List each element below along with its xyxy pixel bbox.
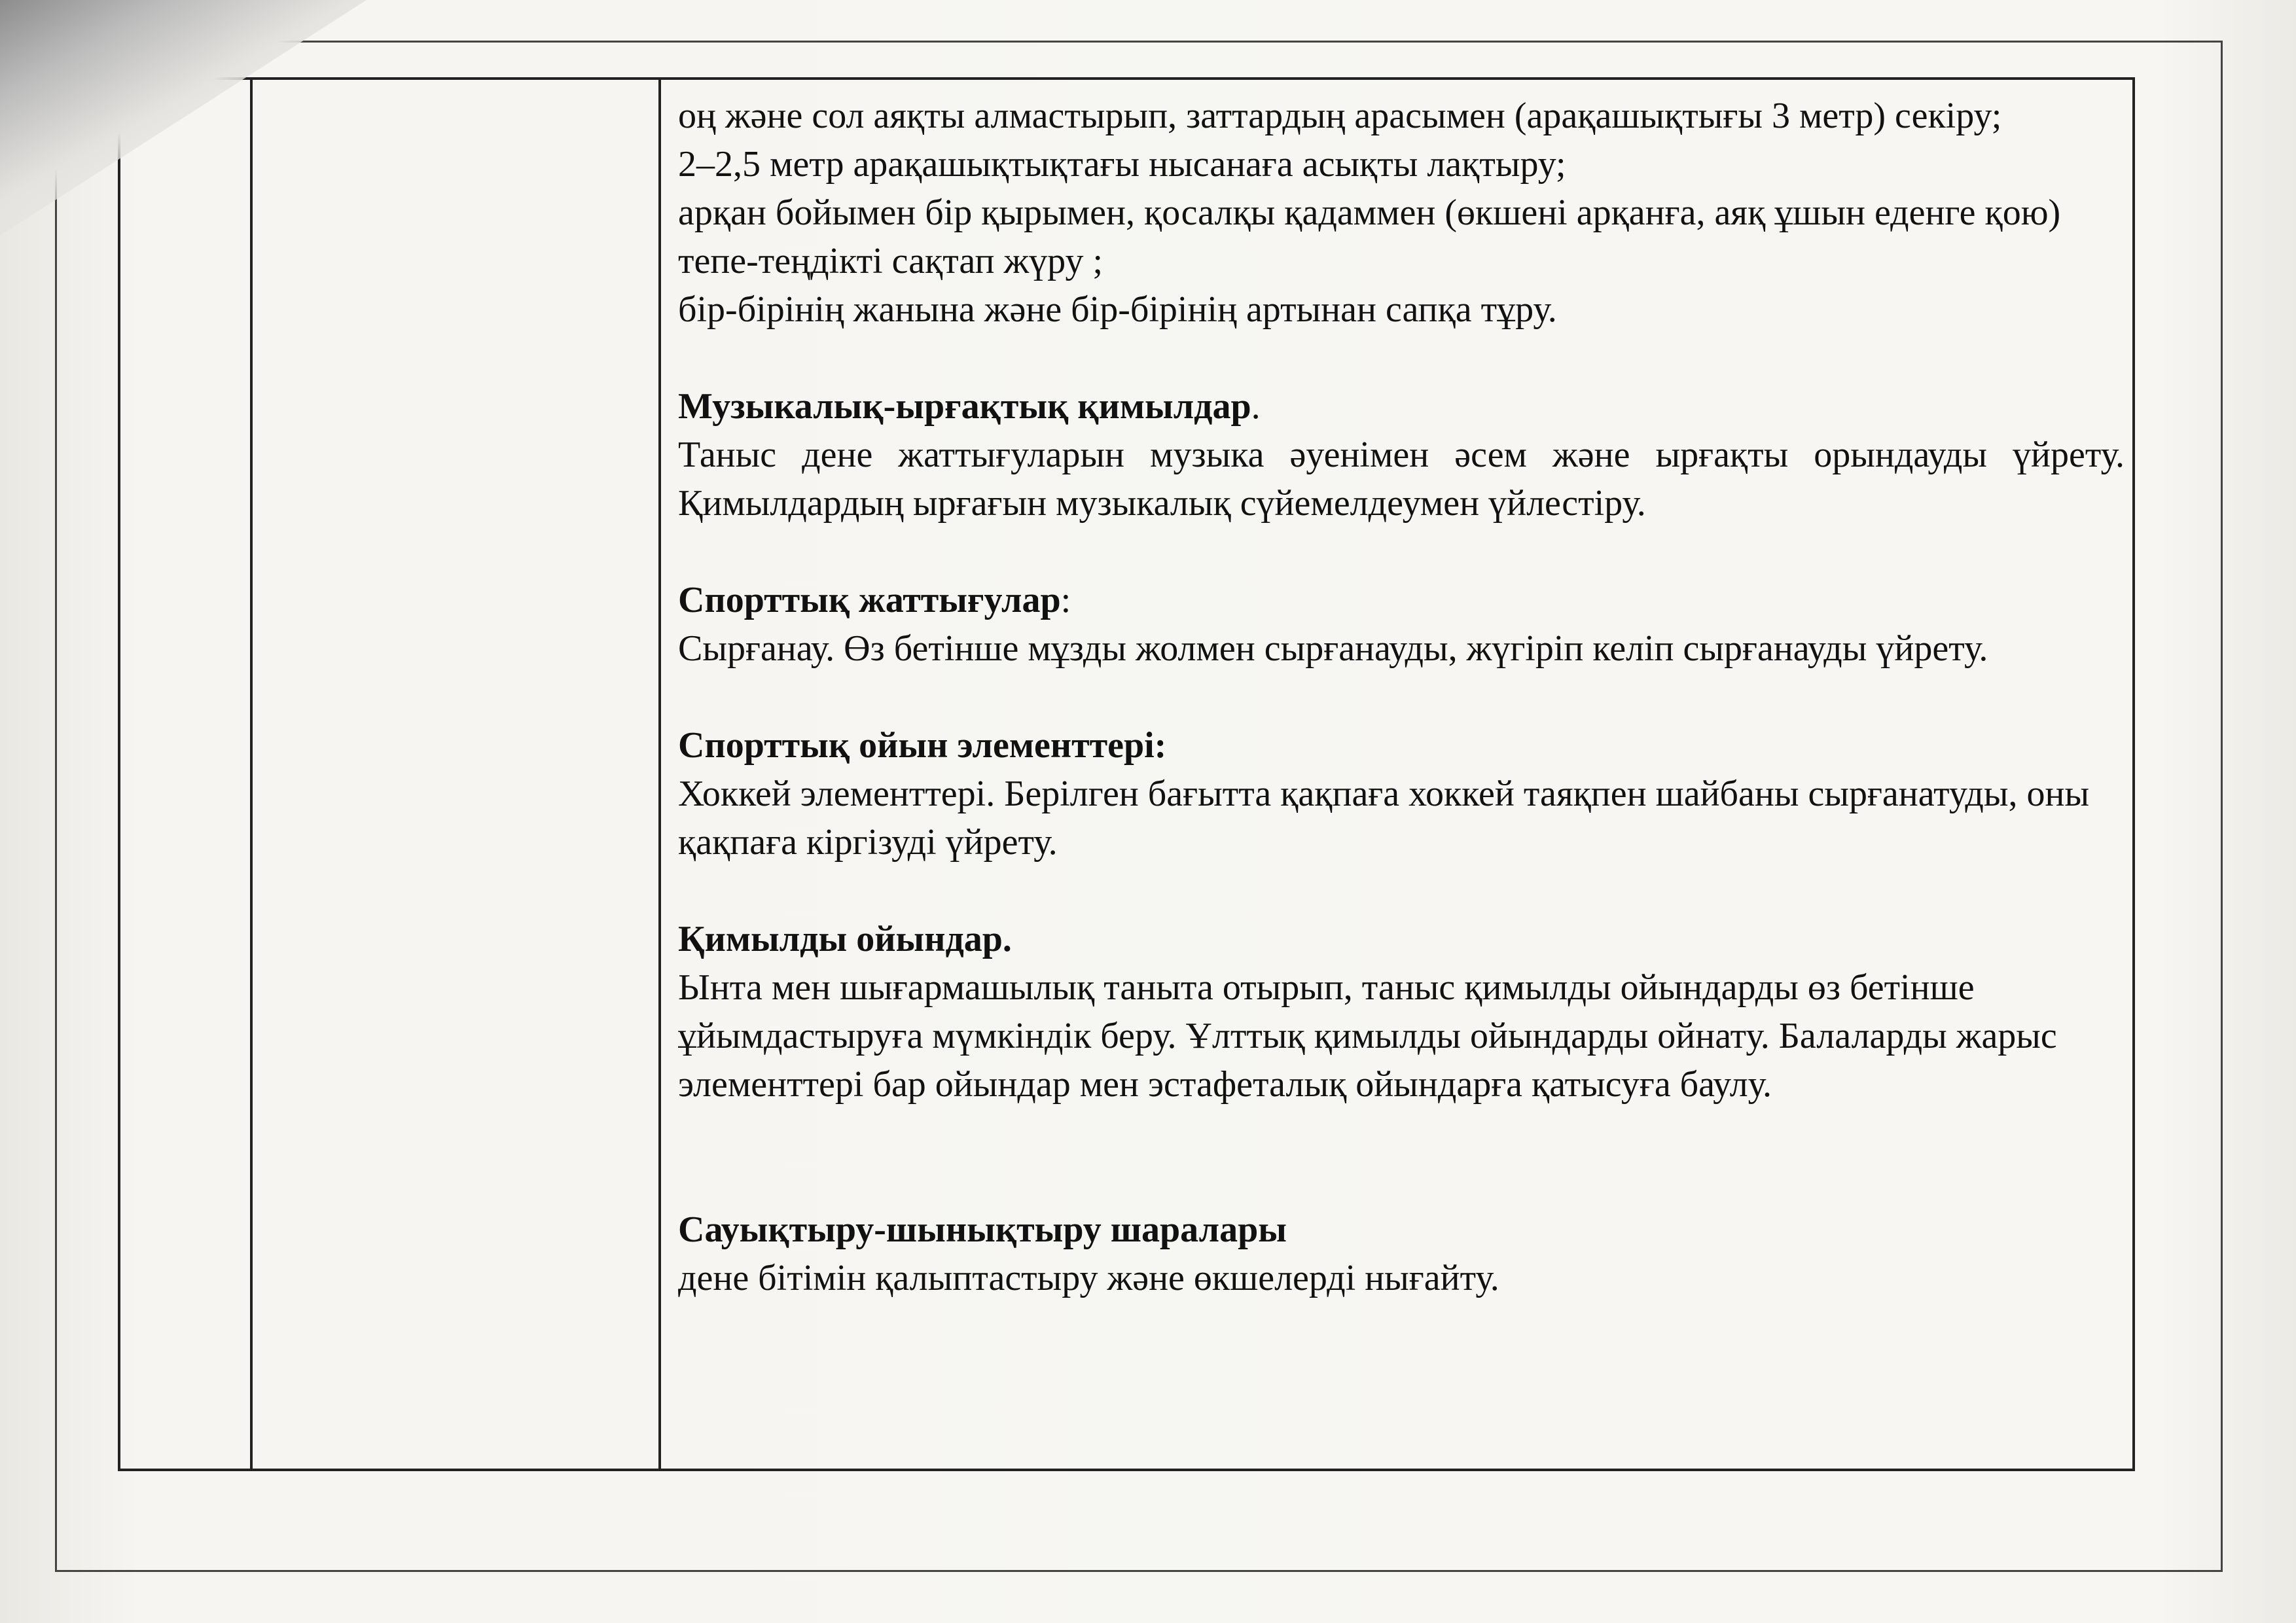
section-text-sport-exercises: Сырғанау. Өз бетінше мұзды жолмен сырғанауды, жүгіріп келіп сырғанауды үйрету. bbox=[678, 628, 1988, 669]
movement-line-2: 2–2,5 метр арақашықтықтағы нысанаға асықты лақтыру; bbox=[678, 144, 1566, 185]
table-content-cell bbox=[678, 92, 2125, 1302]
section-text-music-rhythm: Таныс дене жаттығуларын музыка әуенімен әсем және ырғақты орындауды үйрету. Қимылдардың ырғағын музыкалық сүйемелдеумен үйлестіру. bbox=[678, 435, 2125, 524]
section-text-active-games: Ынта мен шығармашылық таныта отырып, таныс қимылды ойындарды өз бетінше ұйымдастыруға мүмкіндік беру. Ұлттық қимылды ойындарды ойнату. Балаларды жарыс элементтері бар ойындар мен эстафеталық ойындарға қатысуға баулу. bbox=[678, 967, 2057, 1105]
section-text-health-hardening: дене бітімін қалыптастыру және өкшелерді нығайту. bbox=[678, 1258, 1499, 1298]
movement-line-3: арқан бойымен бір қырымен, қосалқы қадаммен (өкшені арқанға, аяқ ұшын еденге қою) тепе-теңдікті сақтап жүру ; bbox=[678, 192, 2061, 281]
section-heading-music-rhythm: Музыкалық-ырғақтық қимылдар. bbox=[678, 386, 1261, 427]
section-heading-health-hardening: Сауықтыру-шынықтыру шаралары bbox=[678, 1209, 1287, 1250]
section-heading-active-games: Қимылды ойындар. bbox=[678, 919, 1012, 959]
section-heading-sport-exercises: Спорттық жаттығулар: bbox=[678, 580, 1071, 620]
table-column-divider-right bbox=[658, 80, 661, 1469]
table-column-divider-left bbox=[250, 80, 253, 1469]
movement-line-1: оң және сол аяқты алмастырып, заттардың арасымен (арақашықтығы 3 метр) секіру; bbox=[678, 96, 2002, 136]
section-heading-sport-game-elements: Спорттық ойын элементтері: bbox=[678, 725, 1167, 766]
section-text-sport-game-elements: Хоккей элементтері. Берілген бағытта қақпаға хоккей таяқпен шайбаны сырғанатуды, оны қақпаға кіргізуді үйрету. bbox=[678, 774, 2090, 863]
movement-line-4: бір-бірінің жанына және бір-бірінің артынан сапқа тұру. bbox=[678, 289, 1557, 330]
